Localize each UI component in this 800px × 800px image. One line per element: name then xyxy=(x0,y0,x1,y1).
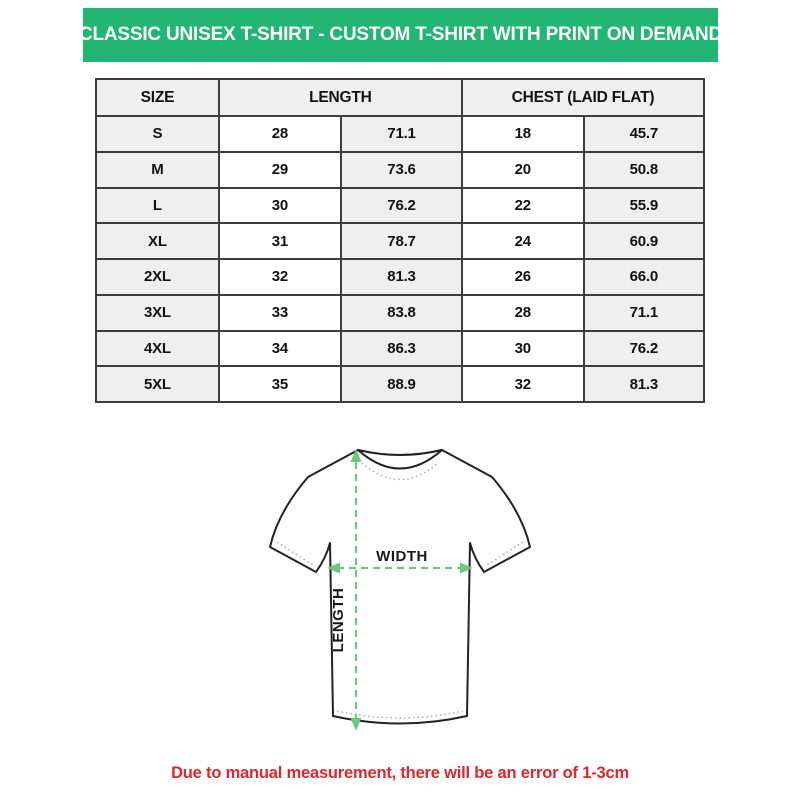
measurement-note: Due to manual measurement, there will be an error of 1-3cm xyxy=(171,764,629,782)
table-row xyxy=(96,259,704,295)
size-cell: 3XL xyxy=(96,295,219,331)
table-row xyxy=(96,152,704,188)
value-cell: 55.9 xyxy=(584,188,704,224)
size-cell: L xyxy=(96,188,219,224)
table-row xyxy=(96,116,704,152)
col-header-chest: CHEST (LAID FLAT) xyxy=(462,79,704,116)
value-cell: 88.9 xyxy=(341,366,462,402)
value-cell: 20 xyxy=(462,152,584,188)
size-cell: M xyxy=(96,152,219,188)
value-cell: 66.0 xyxy=(584,259,704,295)
col-header-length: LENGTH xyxy=(219,79,462,116)
value-cell: 30 xyxy=(219,188,341,224)
value-cell: 32 xyxy=(219,259,341,295)
size-table-body xyxy=(96,116,704,402)
value-cell: 71.1 xyxy=(341,116,462,152)
value-cell: 29 xyxy=(219,152,341,188)
table-row xyxy=(96,331,704,367)
value-cell: 81.3 xyxy=(341,259,462,295)
size-cell: 4XL xyxy=(96,331,219,367)
value-cell: 78.7 xyxy=(341,223,462,259)
table-row xyxy=(96,295,704,331)
size-cell: XL xyxy=(96,223,219,259)
size-chart-table xyxy=(95,78,705,403)
value-cell: 35 xyxy=(219,366,341,402)
size-cell: S xyxy=(96,116,219,152)
value-cell: 33 xyxy=(219,295,341,331)
title-banner xyxy=(78,8,723,62)
value-cell: 45.7 xyxy=(584,116,704,152)
value-cell: 30 xyxy=(462,331,584,367)
value-cell: 73.6 xyxy=(341,152,462,188)
value-cell: 86.3 xyxy=(341,331,462,367)
value-cell: 81.3 xyxy=(584,366,704,402)
table-header-row xyxy=(96,79,704,116)
value-cell: 22 xyxy=(462,188,584,224)
size-cell: 5XL xyxy=(96,366,219,402)
table-row xyxy=(96,366,704,402)
table-row xyxy=(96,188,704,224)
page-title: CLASSIC UNISEX T-SHIRT - CUSTOM T-SHIRT WITH PRINT ON DEMAND xyxy=(78,24,723,45)
value-cell: 60.9 xyxy=(584,223,704,259)
value-cell: 83.8 xyxy=(341,295,462,331)
value-cell: 28 xyxy=(462,295,584,331)
table-row xyxy=(96,223,704,259)
width-label: WIDTH xyxy=(376,548,428,565)
tshirt-outline xyxy=(270,450,530,724)
value-cell: 76.2 xyxy=(341,188,462,224)
value-cell: 26 xyxy=(462,259,584,295)
value-cell: 24 xyxy=(462,223,584,259)
value-cell: 32 xyxy=(462,366,584,402)
col-header-size: SIZE xyxy=(96,79,219,116)
tshirt-measurement-diagram xyxy=(250,430,550,750)
value-cell: 50.8 xyxy=(584,152,704,188)
value-cell: 71.1 xyxy=(584,295,704,331)
value-cell: 28 xyxy=(219,116,341,152)
length-label: LENGTH xyxy=(330,587,347,653)
value-cell: 18 xyxy=(462,116,584,152)
value-cell: 34 xyxy=(219,331,341,367)
size-cell: 2XL xyxy=(96,259,219,295)
value-cell: 31 xyxy=(219,223,341,259)
value-cell: 76.2 xyxy=(584,331,704,367)
